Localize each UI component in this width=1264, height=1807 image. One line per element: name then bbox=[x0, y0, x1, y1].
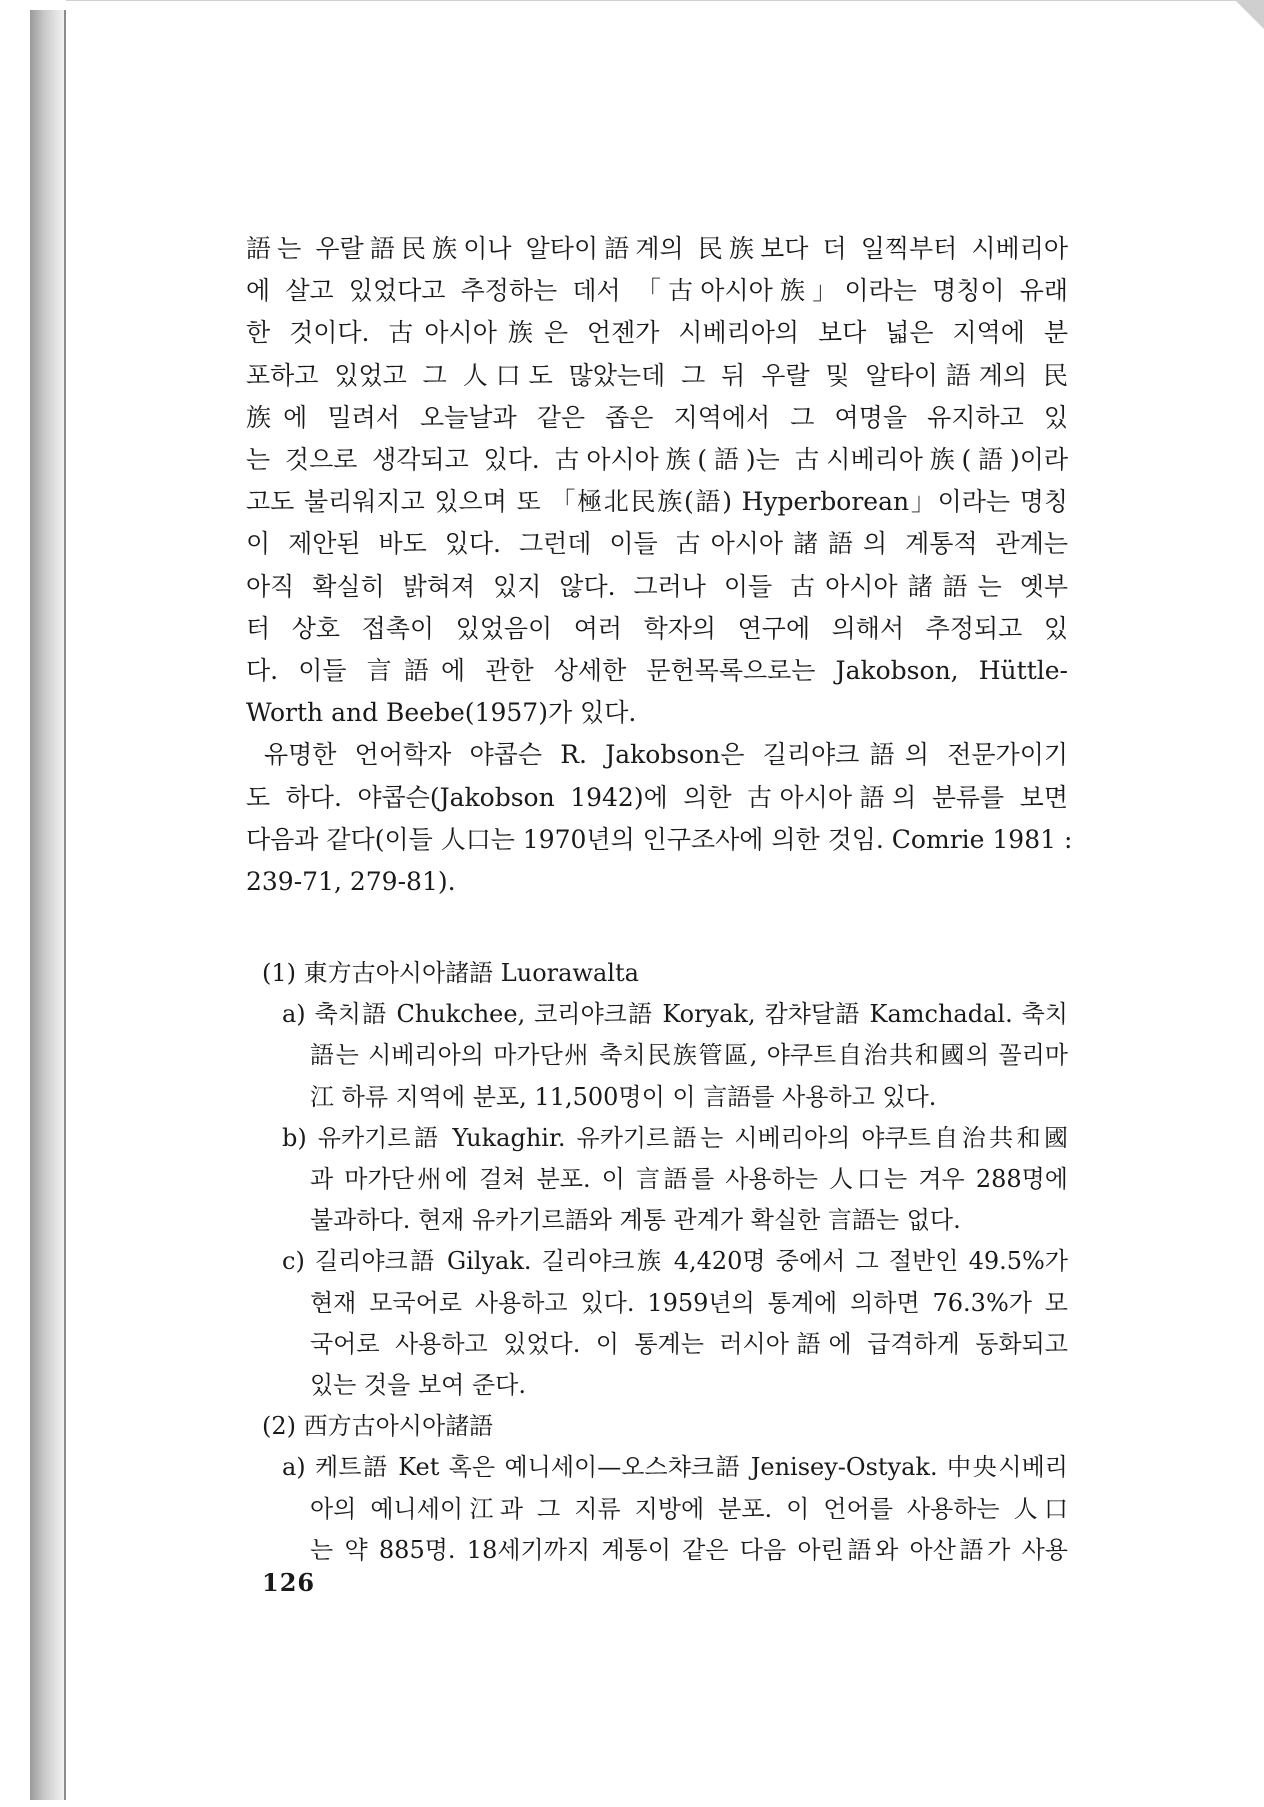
list-item: 江 하류 지역에 분포, 11,500명이 이 言語를 사용하고 있다. bbox=[310, 1082, 937, 1111]
text-line: Worth and Beebe(1957)가 있다. bbox=[246, 698, 637, 728]
text-line: 語는 우랄語民族이나 알타이語계의 民族보다 더 일찍부터 시베리아 bbox=[246, 234, 1068, 263]
list-item: b) 유카기르語 Yukaghir. 유카기르語는 시베리아의 야쿠트自治共和國 bbox=[282, 1123, 1068, 1152]
list-item: 과 마가단州에 걸쳐 분포. 이 言語를 사용하는 人口는 겨우 288명에 bbox=[310, 1165, 1068, 1194]
list-item: 국어로 사용하고 있었다. 이 통계는 러시아語에 급격하게 동화되고 bbox=[310, 1329, 1068, 1358]
text-line: 이 제안된 바도 있다. 그런데 이들 古아시아諸語의 계통적 관계는 bbox=[246, 529, 1068, 559]
page-number: 126 bbox=[262, 1568, 316, 1597]
text-line: 族에 밀려서 오늘날과 같은 좁은 지역에서 그 여명을 유지하고 있 bbox=[246, 402, 1068, 432]
page-corner bbox=[1236, 1, 1264, 29]
list-item: 현재 모국어로 사용하고 있다. 1959년의 통계에 의하면 76.3%가 모 bbox=[310, 1288, 1068, 1317]
text-line: 터 상호 접촉이 있었음이 여러 학자의 연구에 의해서 추정되고 있 bbox=[246, 613, 1068, 643]
text-line: 도 하다. 야콥슨(Jakobson 1942)에 의한 古아시아語의 분류를 보면 bbox=[246, 782, 1068, 812]
text-line: 고도 불리워지고 있으며 또 「極北民族(語) Hyperborean」이라는 명칭 bbox=[246, 487, 1068, 517]
text-line: 239-71, 279-81). bbox=[246, 867, 456, 897]
text-line: 다음과 같다(이들 人口는 1970년의 인구조사에 의한 것임. Comrie 1981 : bbox=[246, 824, 1073, 854]
list-item: 는 약 885명. 18세기까지 계통이 같은 다음 아린語와 아산語가 사용 bbox=[310, 1535, 1068, 1564]
language-classification-list bbox=[262, 953, 1068, 1571]
text-line: 유명한 언어학자 야콥슨 R. Jakobson은 길리야크語의 전문가이기 bbox=[264, 740, 1068, 770]
text-line: 한 것이다. 古아시아族은 언젠가 시베리아의 보다 넓은 지역에 분 bbox=[246, 318, 1068, 348]
list-item: 아의 예니세이江과 그 지류 지방에 분포. 이 언어를 사용하는 人口 bbox=[310, 1494, 1068, 1523]
list-item: a) 케트語 Ket 혹은 예니세이—오스챠크語 Jenisey-Ostyak. 中央시베리 bbox=[282, 1453, 1068, 1482]
section-heading: (2) 西方古아시아諸語 bbox=[262, 1412, 494, 1441]
body-text bbox=[246, 228, 1073, 903]
text-line: 다. 이들 言語에 관한 상세한 문헌목록으로는 Jakobson, Hüttle- bbox=[246, 656, 1068, 686]
text-line: 에 살고 있었다고 추정하는 데서 「古아시아族」이라는 명칭이 유래 bbox=[246, 276, 1068, 306]
text-line: 아직 확실히 밝혀져 있지 않다. 그러나 이들 古아시아諸語는 옛부 bbox=[246, 571, 1068, 601]
section-heading: (1) 東方古아시아諸語 Luorawalta bbox=[262, 959, 639, 987]
list-item: 불과하다. 현재 유카기르語와 계통 관계가 확실한 言語는 없다. bbox=[310, 1206, 961, 1235]
list-item: c) 길리야크語 Gilyak. 길리야크族 4,420명 중에서 그 절반인 49.5%가 bbox=[282, 1247, 1068, 1276]
list-item: 있는 것을 보여 준다. bbox=[310, 1371, 526, 1400]
book-spine-shadow bbox=[30, 10, 66, 1800]
text-line: 는 것으로 생각되고 있다. 古아시아族(語)는 古시베리아族(語)이라 bbox=[246, 445, 1068, 475]
list-item: a) 축치語 Chukchee, 코리야크語 Koryak, 캄챠달語 Kamchadal. 축치 bbox=[282, 1000, 1068, 1029]
list-item: 語는 시베리아의 마가단州 축치民族管區, 야쿠트自治共和國의 꼴리마 bbox=[310, 1041, 1068, 1070]
text-line: 포하고 있었고 그 人口도 많았는데 그 뒤 우랄 및 알타이語계의 民 bbox=[246, 360, 1068, 390]
